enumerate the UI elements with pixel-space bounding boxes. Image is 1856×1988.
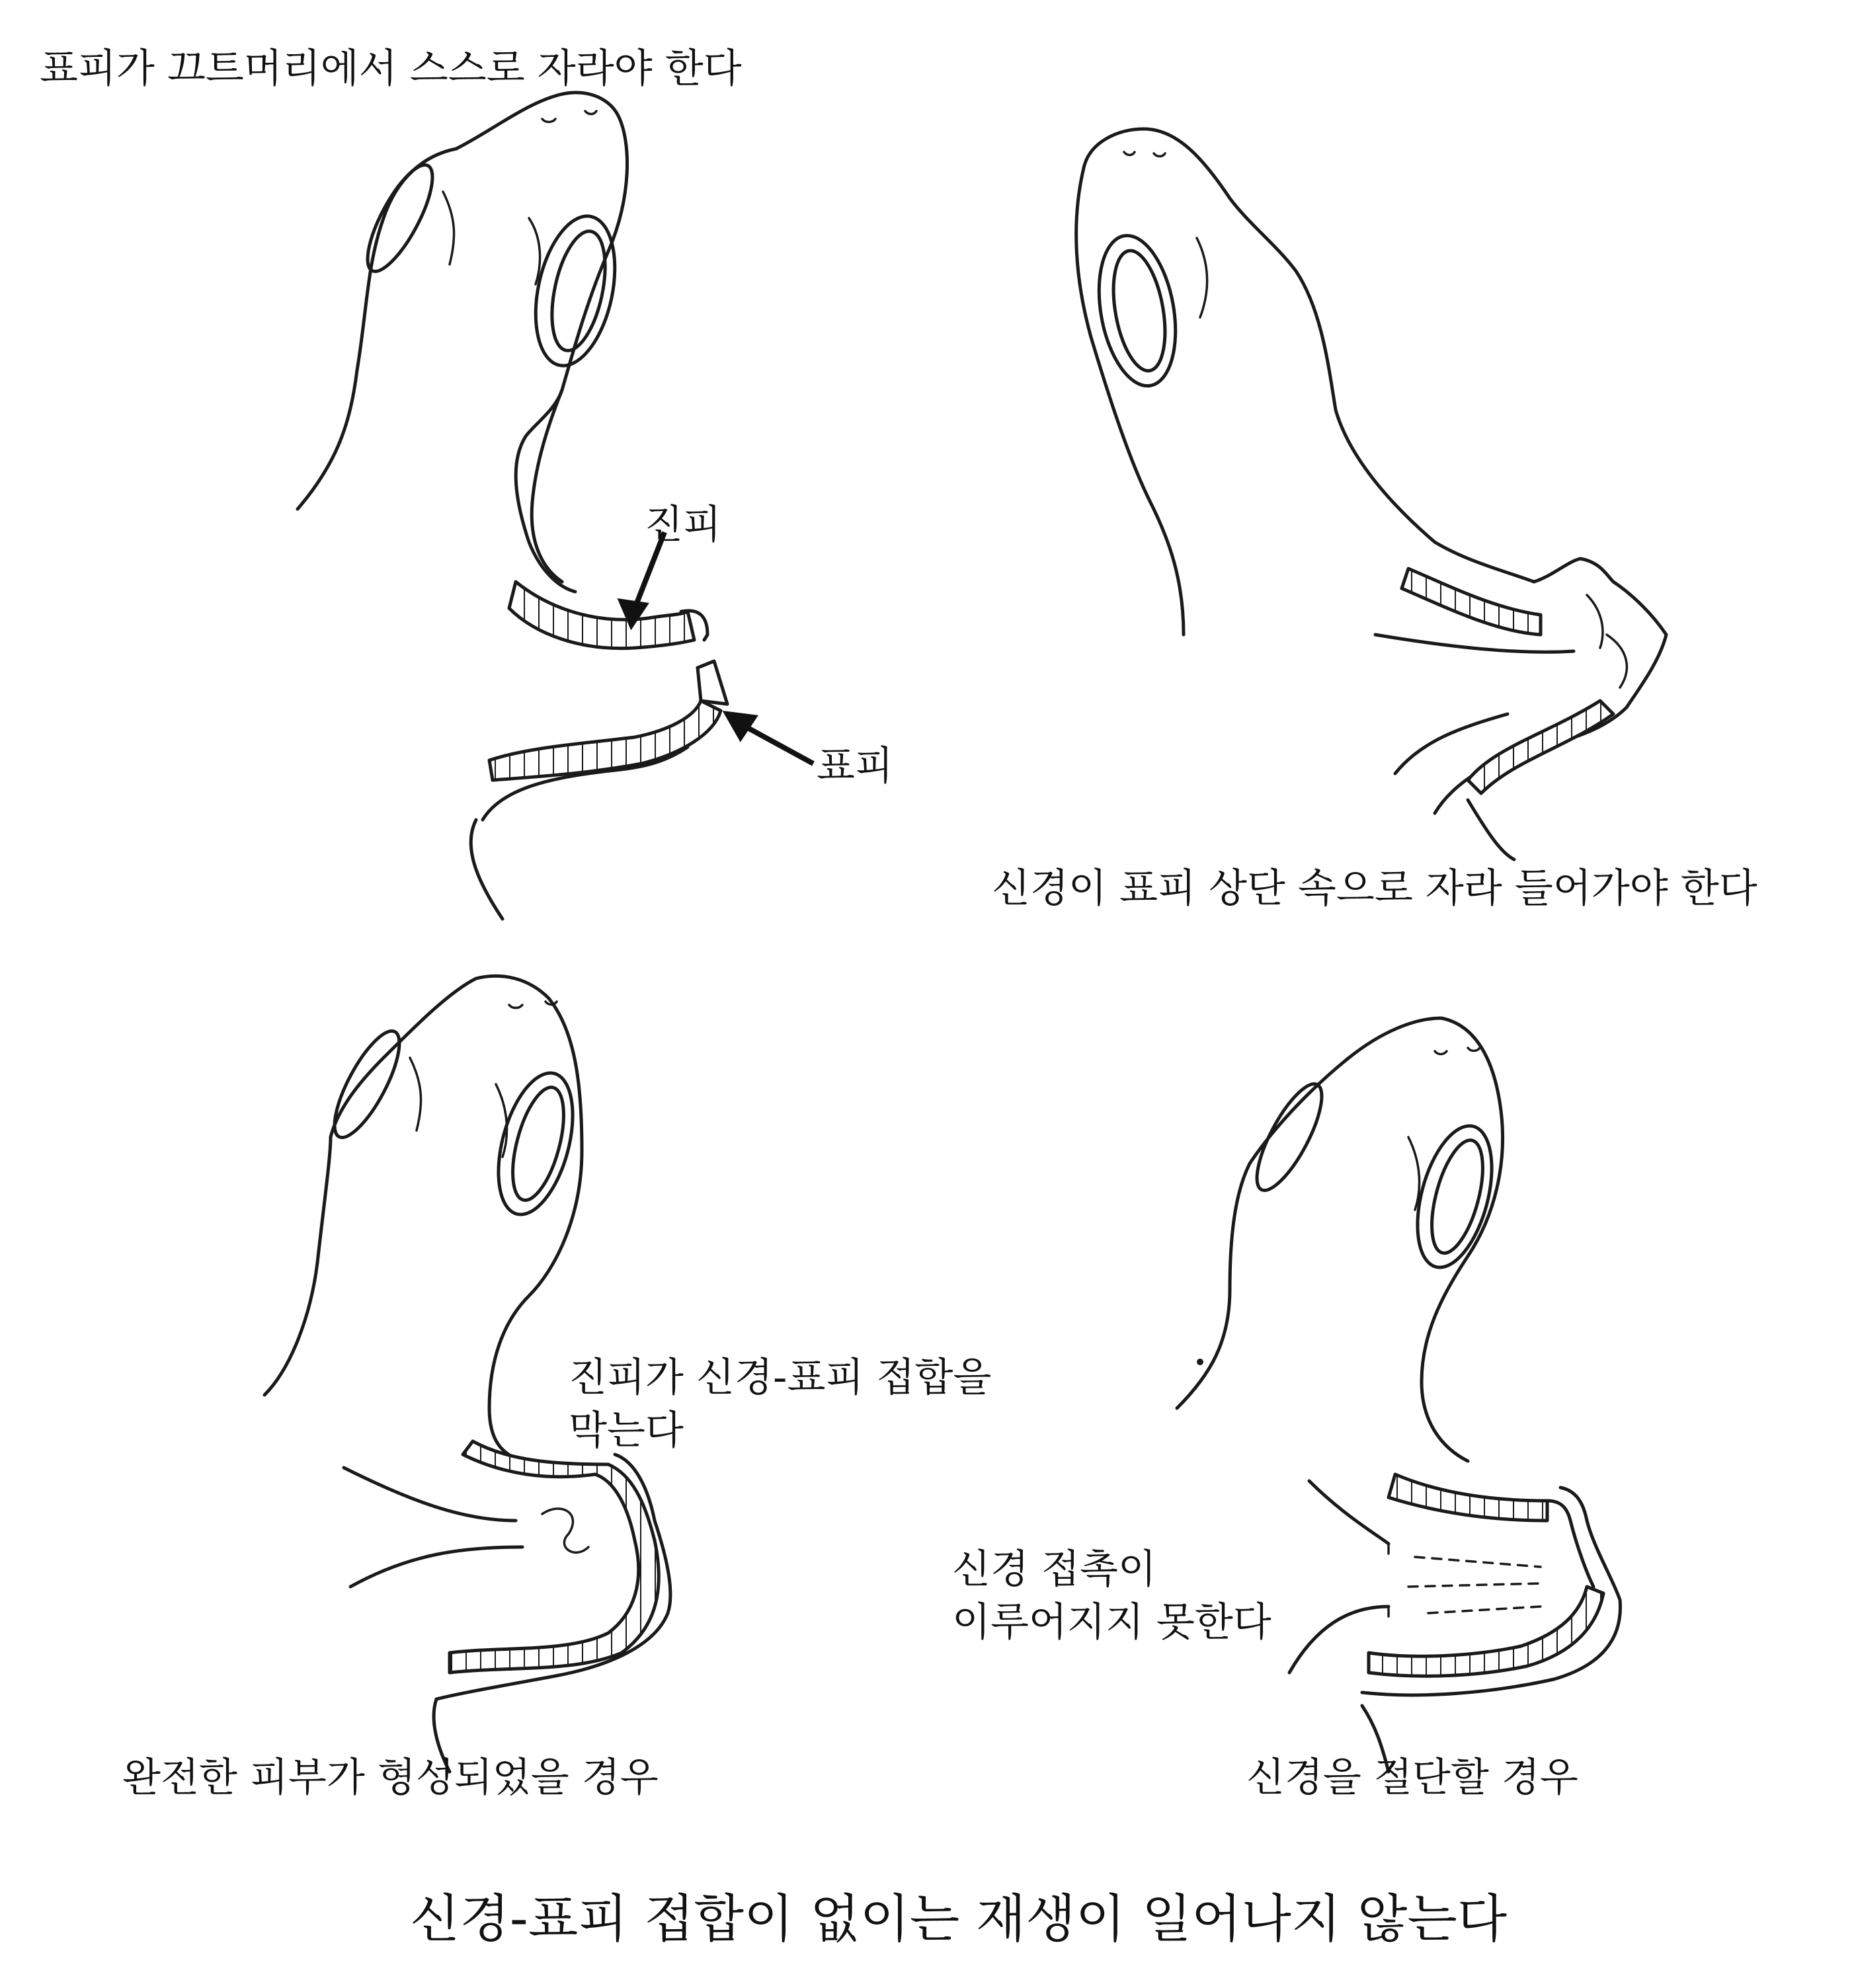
bottom-left-note-line1: 진피가 신경-표피 접합을 xyxy=(569,1355,992,1401)
bottom-left-caption: 완전한 피부가 형성되었을 경우 xyxy=(122,1755,659,1801)
panel-top-left-drawing xyxy=(298,93,813,919)
epidermis-label: 표피 xyxy=(817,743,893,789)
bottom-right-caption: 신경을 절단할 경우 xyxy=(1246,1755,1578,1801)
bottom-left-note-line2: 막는다 xyxy=(569,1408,684,1454)
bottom-right-note-line2: 이루어지지 못한다 xyxy=(952,1599,1271,1646)
panel-bottom-right-drawing xyxy=(1177,1018,1620,1772)
top-left-heading: 표피가 끄트머리에서 스스로 자라야 한다 xyxy=(40,46,742,92)
head-outline xyxy=(298,93,627,592)
panel-top-right-drawing xyxy=(1076,129,1666,859)
head-outline-2 xyxy=(1084,129,1435,542)
upper-nerve-band xyxy=(509,582,694,649)
figure-title: 신경-표피 접합이 없이는 재생이 일어나지 않는다 xyxy=(410,1889,1508,1949)
top-right-caption: 신경이 표피 상단 속으로 자라 들어가야 한다 xyxy=(992,865,1757,912)
bottom-right-note-line1: 신경 접촉이 xyxy=(952,1546,1156,1593)
lower-nerve-band xyxy=(489,701,721,780)
epidermis-arrow xyxy=(741,724,813,764)
nostril-slit xyxy=(356,157,444,279)
dermis-label: 진피 xyxy=(645,502,721,548)
